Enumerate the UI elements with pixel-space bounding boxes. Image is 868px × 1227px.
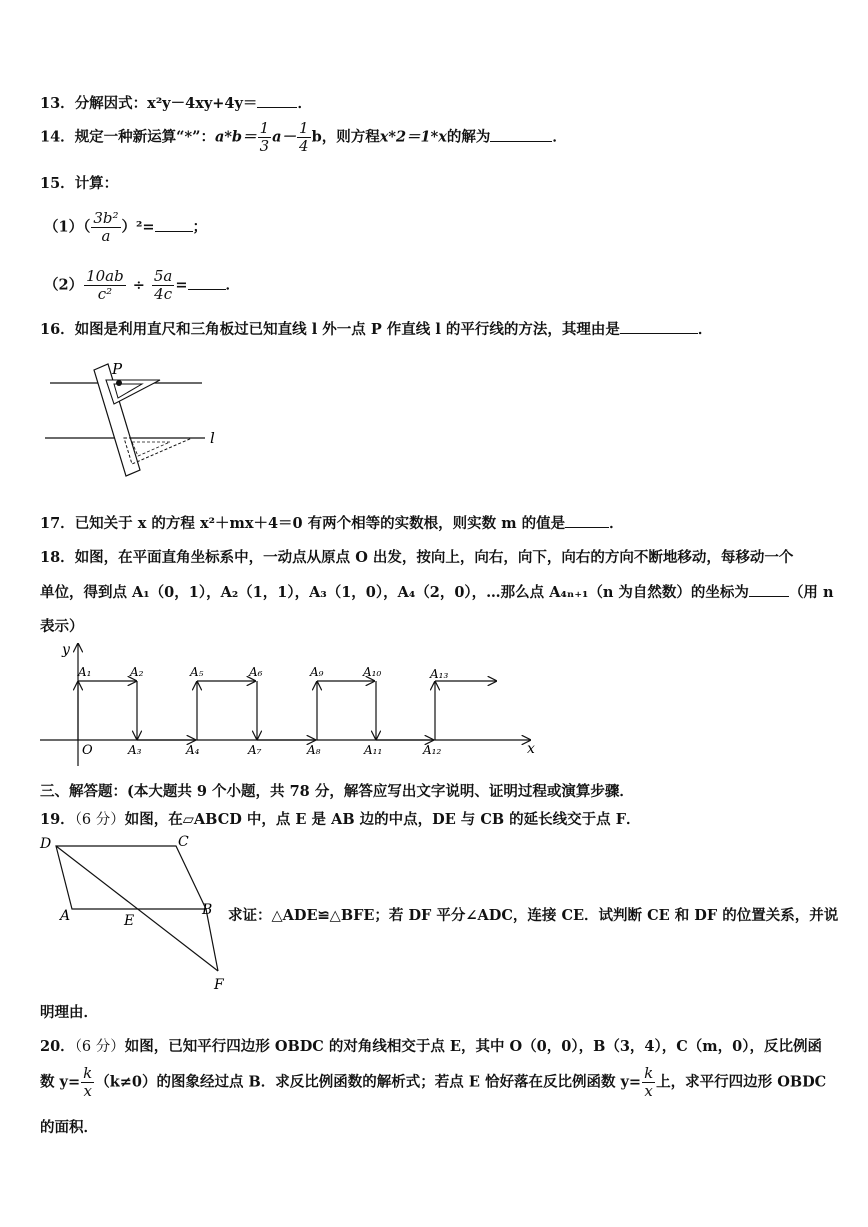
question-19: 19．（6 分）如图，在▱ABCD 中，点 E 是 AB 边的中点，DE 与 CB 的延长线交于点 F． bbox=[40, 811, 641, 828]
label-c: C bbox=[178, 834, 189, 850]
answer-blank[interactable] bbox=[490, 129, 552, 142]
label-a9: A₉ bbox=[310, 665, 324, 679]
fraction-one-third: $\frac{1}{3}$ bbox=[259, 119, 270, 155]
label-a2: A₂ bbox=[130, 665, 144, 679]
question-15-part-2: （2） $\frac{10ab}{\text{c²}}$ ÷ $\frac{5a}{4c}$ = ． bbox=[44, 267, 241, 303]
fraction-5a-over-4c: $\frac{5a}{4c}$ bbox=[153, 267, 173, 303]
label-a1: A₁ bbox=[78, 665, 92, 679]
label-p: P bbox=[112, 360, 123, 378]
question-18-line-3: 表示） bbox=[40, 618, 84, 635]
answer-blank[interactable] bbox=[188, 277, 226, 290]
question-15: 15．计算： bbox=[40, 175, 119, 192]
fraction-k-over-x-2: $\frac{k}{x}$ bbox=[644, 1064, 654, 1100]
label-a4: A₄ bbox=[186, 743, 200, 757]
ruler-triangle-figure bbox=[40, 360, 240, 485]
label-e: E bbox=[124, 913, 135, 929]
section-heading: 三、解答题：(本大题共 9 个小题，共 78 分，解答应写出文字说明、证明过程或演算步骤． bbox=[40, 783, 634, 800]
question-20-line-3: 的面积． bbox=[40, 1119, 98, 1136]
fraction-10ab-over-c2: $\frac{10ab}{\text{c²}}$ bbox=[86, 267, 124, 303]
question-20-line-2: 数 y= $\frac{k}{x}$ （k≠0）的图象经过点 B．求反比例函数的解析式；若点 E 恰好落在反比例函数 y= $\frac{k}{x}$ 上，求平行四边形 OBDC bbox=[40, 1064, 827, 1100]
question-15-part-1: （1）（ $\frac{\text{3b²}}{a}$ ）²= ； bbox=[44, 209, 208, 245]
label-l: l bbox=[210, 429, 215, 447]
label-a13: A₁₃ bbox=[430, 667, 449, 681]
fraction-k-over-x: $\frac{k}{x}$ bbox=[83, 1064, 93, 1100]
label-a6: A₆ bbox=[249, 665, 263, 679]
origin-label: O bbox=[82, 743, 93, 758]
answer-blank[interactable] bbox=[565, 515, 609, 528]
question-16: 16．如图是利用直尺和三角板过已知直线 l 外一点 P 作直线 l 的平行线的方法，其理由是 ． bbox=[40, 321, 713, 338]
label-a8: A₈ bbox=[307, 743, 321, 757]
question-19-continuation: 明理由． bbox=[40, 1004, 98, 1021]
answer-blank[interactable] bbox=[620, 321, 698, 334]
label-b: B bbox=[202, 902, 213, 918]
answer-blank[interactable] bbox=[749, 584, 789, 597]
coordinate-path-figure bbox=[40, 638, 550, 768]
point-p bbox=[116, 380, 122, 386]
question-18-line-1: 18．如图，在平面直角坐标系中，一动点从原点 O 出发，按向上，向右，向下，向右的方向不断地移动，每移动一个 bbox=[40, 549, 794, 566]
label-a7: A₇ bbox=[248, 743, 262, 757]
question-20-line-1: 20．（6 分）如图，已知平行四边形 OBDC 的对角线相交于点 E，其中 O（0，0），B（3，4），C（m，0），反比例函 bbox=[40, 1038, 822, 1055]
answer-blank[interactable] bbox=[155, 219, 193, 232]
question-17: 17．已知关于 x 的方程 x²＋mx＋4＝0 有两个相等的实数根，则实数 m 的值是 ． bbox=[40, 515, 624, 532]
x-axis-label: x bbox=[527, 741, 535, 757]
label-a11: A₁₁ bbox=[364, 743, 383, 757]
answer-blank[interactable] bbox=[257, 95, 297, 108]
question-14: 14．规定一种新运算“*”：a*b＝ $\frac{1}{3}$ a－ $\frac{1}{4}$ b，则方程x*2＝1*x的解为 ． bbox=[40, 119, 567, 155]
fraction-one-fourth: $\frac{1}{4}$ bbox=[299, 119, 309, 155]
label-a5: A₅ bbox=[190, 665, 204, 679]
label-a10: A₁₀ bbox=[363, 665, 382, 679]
label-f: F bbox=[214, 977, 224, 993]
label-a3: A₃ bbox=[128, 743, 142, 757]
fraction-3b2-over-a: $\frac{\text{3b²}}{a}$ bbox=[93, 209, 119, 245]
question-18-line-2: 单位，得到点 A₁（0，1），A₂（1，1），A₃（1，0），A₄（2，0），…那么点 A₄ₙ₊₁（n 为自然数）的坐标为 （用 n bbox=[40, 584, 834, 601]
y-axis-label: y bbox=[62, 642, 70, 658]
question-13: 13．分解因式：x²y－4xy+4y＝ ． bbox=[40, 95, 312, 112]
label-a12: A₁₂ bbox=[423, 743, 442, 757]
label-a: A bbox=[60, 908, 71, 924]
label-d: D bbox=[40, 836, 52, 852]
parallelogram-figure bbox=[36, 832, 236, 994]
question-19-prompt: 求证：△ADE≌△BFE；若 DF 平分∠ADC，连接 CE．试判断 CE 和 DF 的位置关系，并说 bbox=[228, 907, 839, 924]
